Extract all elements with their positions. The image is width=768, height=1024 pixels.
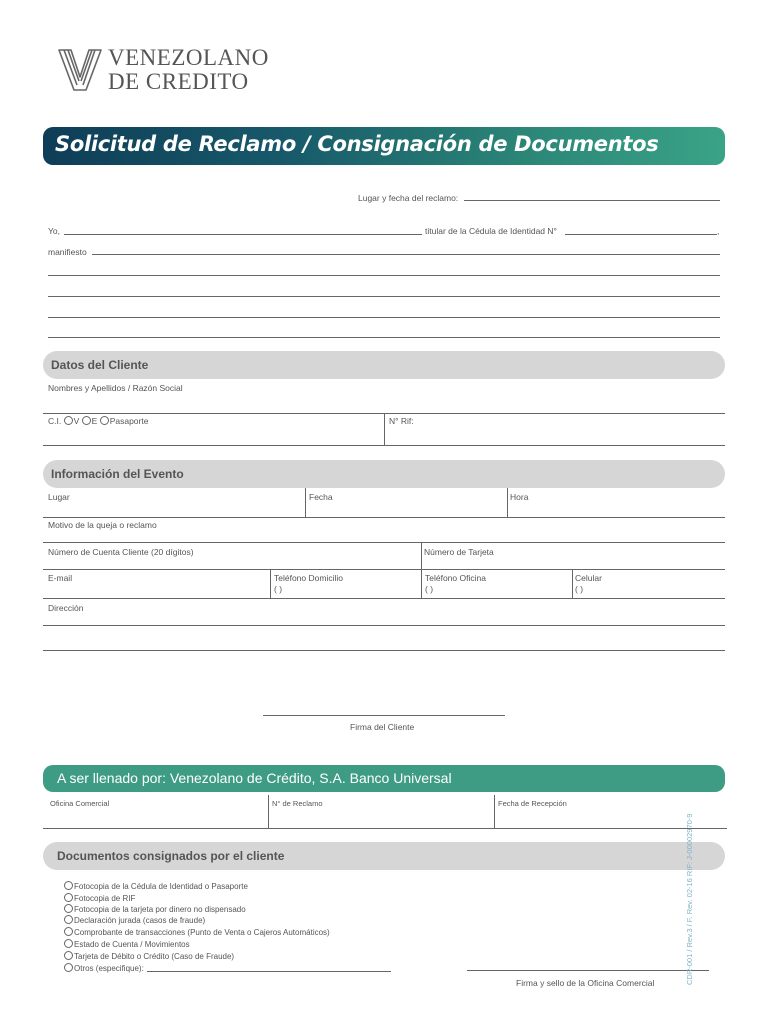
doc-item[interactable] [64, 951, 234, 961]
radio-icon[interactable] [64, 893, 73, 902]
ci-label: C.I. [48, 416, 62, 426]
firma-cliente-label: Firma del Cliente [350, 722, 415, 732]
doc-item[interactable] [64, 915, 205, 925]
motivo-field[interactable] [43, 542, 725, 543]
doc-item[interactable] [64, 939, 190, 949]
divider [268, 795, 269, 828]
contact-field[interactable] [43, 598, 725, 599]
cuenta-label: Número de Cuenta Cliente (20 dígitos) [48, 547, 194, 557]
reclamo-label: N° de Reclamo [272, 799, 323, 808]
manifiesto-label: manifiesto [48, 247, 87, 257]
banco-heading [43, 765, 725, 792]
section-title: Documentos consignados por el cliente [57, 849, 285, 863]
divider [384, 413, 385, 445]
documentos-heading [43, 842, 725, 870]
logo-line-1: VENEZOLANO [108, 45, 269, 70]
firma-sello-label: Firma y sello de la Oficina Comercial [516, 978, 655, 988]
radio-icon[interactable] [64, 951, 73, 960]
manifiesto-field[interactable] [92, 254, 720, 255]
nombres-label: Nombres y Apellidos / Razón Social [48, 383, 183, 393]
celular-paren: ( ) [575, 584, 584, 594]
hora-label: Hora [510, 492, 529, 502]
title-banner [43, 127, 725, 165]
doc-item[interactable] [64, 927, 330, 937]
venezolano-logo-icon [57, 47, 103, 93]
oficina-label: Oficina Comercial [50, 799, 110, 808]
celular-label: Celular [575, 573, 602, 583]
radio-pasaporte[interactable] [100, 416, 109, 425]
lugar-fecha-label: Lugar y fecha del reclamo: [358, 193, 459, 203]
nombre-field[interactable] [64, 234, 422, 235]
banco-field[interactable] [43, 828, 727, 829]
rif-label: N° Rif: [389, 416, 414, 426]
radio-v[interactable] [64, 416, 73, 425]
cuenta-tarjeta-field[interactable] [43, 569, 725, 570]
doc-label: Declaración jurada (casos de fraude) [74, 916, 206, 925]
radio-icon[interactable] [64, 963, 73, 972]
radio-icon[interactable] [64, 915, 73, 924]
tel-oficina-paren: ( ) [425, 584, 434, 594]
cedula-field[interactable] [565, 234, 717, 235]
tarjeta-label: Número de Tarjeta [424, 547, 494, 557]
lugar-fecha-hora-field[interactable] [43, 517, 725, 518]
evento-heading [43, 460, 725, 488]
manifiesto-line[interactable] [48, 275, 720, 276]
lugar-fecha-field[interactable] [464, 200, 720, 201]
fecha-recepcion-label: Fecha de Recepción [498, 799, 567, 808]
section-title: Información del Evento [51, 467, 184, 481]
doc-label: Tarjeta de Débito o Crédito (Caso de Fraude) [74, 952, 235, 961]
section-title: A ser llenado por: Venezolano de Crédito, S.A. Banco Universal [57, 770, 452, 786]
email-label: E-mail [48, 573, 73, 583]
otros-field[interactable] [147, 971, 391, 972]
logo-line-2: DE CREDITO [108, 69, 249, 94]
tel-domicilio-paren: ( ) [274, 584, 283, 594]
divider [421, 569, 422, 598]
firma-cliente-field[interactable] [263, 715, 505, 716]
divider [507, 488, 508, 517]
manifiesto-line[interactable] [48, 317, 720, 318]
doc-item[interactable] [64, 904, 246, 914]
motivo-label: Motivo de la queja o reclamo [48, 520, 157, 530]
doc-label: Fotocopia de la Cédula de Identidad o Pasaporte [74, 882, 248, 891]
tel-oficina-label: Teléfono Oficina [425, 573, 486, 583]
comma-text: , [717, 226, 720, 236]
fecha-label: Fecha [309, 492, 333, 502]
doc-label: Otros (especifique): [74, 964, 144, 973]
radio-icon[interactable] [64, 881, 73, 890]
radio-icon[interactable] [64, 904, 73, 913]
doc-item[interactable] [64, 893, 135, 903]
datos-cliente-heading [43, 351, 725, 379]
page-title: Solicitud de Reclamo / Consignación de Documentos [55, 132, 659, 156]
manifiesto-line[interactable] [48, 337, 720, 338]
manifiesto-line[interactable] [48, 296, 720, 297]
lugar-label: Lugar [48, 492, 70, 502]
tel-domicilio-label: Teléfono Domicilio [274, 573, 343, 583]
v-label: V [73, 416, 80, 426]
radio-e[interactable] [82, 416, 91, 425]
direccion-field[interactable] [43, 625, 725, 626]
yo-label: Yo, [48, 226, 60, 236]
divider [572, 569, 573, 598]
divider [270, 569, 271, 598]
doc-item[interactable] [64, 963, 144, 973]
doc-label: Fotocopia de RIF [74, 894, 136, 903]
pasaporte-label: Pasaporte [109, 416, 149, 426]
divider [494, 795, 495, 828]
ci-rif-field[interactable] [43, 445, 725, 446]
doc-label: Fotocopia de la tarjeta por dinero no dispensado [74, 905, 246, 914]
titular-label: titular de la Cédula de Identidad N° [425, 226, 557, 236]
divider [305, 488, 306, 517]
e-label: E [91, 416, 98, 426]
doc-label: Comprobante de transacciones (Punto de Venta o Cajeros Automáticos) [74, 928, 330, 937]
doc-item[interactable] [64, 881, 248, 891]
form-code: CDR-001 / Rev.3 / F. Rev. 02-16 RIF: J-00002970-9 [685, 813, 694, 985]
ci-field [48, 416, 148, 426]
doc-label: Estado de Cuenta / Movimientos [74, 940, 190, 949]
direccion-label: Dirección [48, 603, 84, 613]
divider [421, 542, 422, 569]
firma-sello-field[interactable] [467, 970, 709, 971]
radio-icon[interactable] [64, 939, 73, 948]
direccion-line[interactable] [43, 650, 725, 651]
section-title: Datos del Cliente [51, 358, 149, 372]
radio-icon[interactable] [64, 927, 73, 936]
